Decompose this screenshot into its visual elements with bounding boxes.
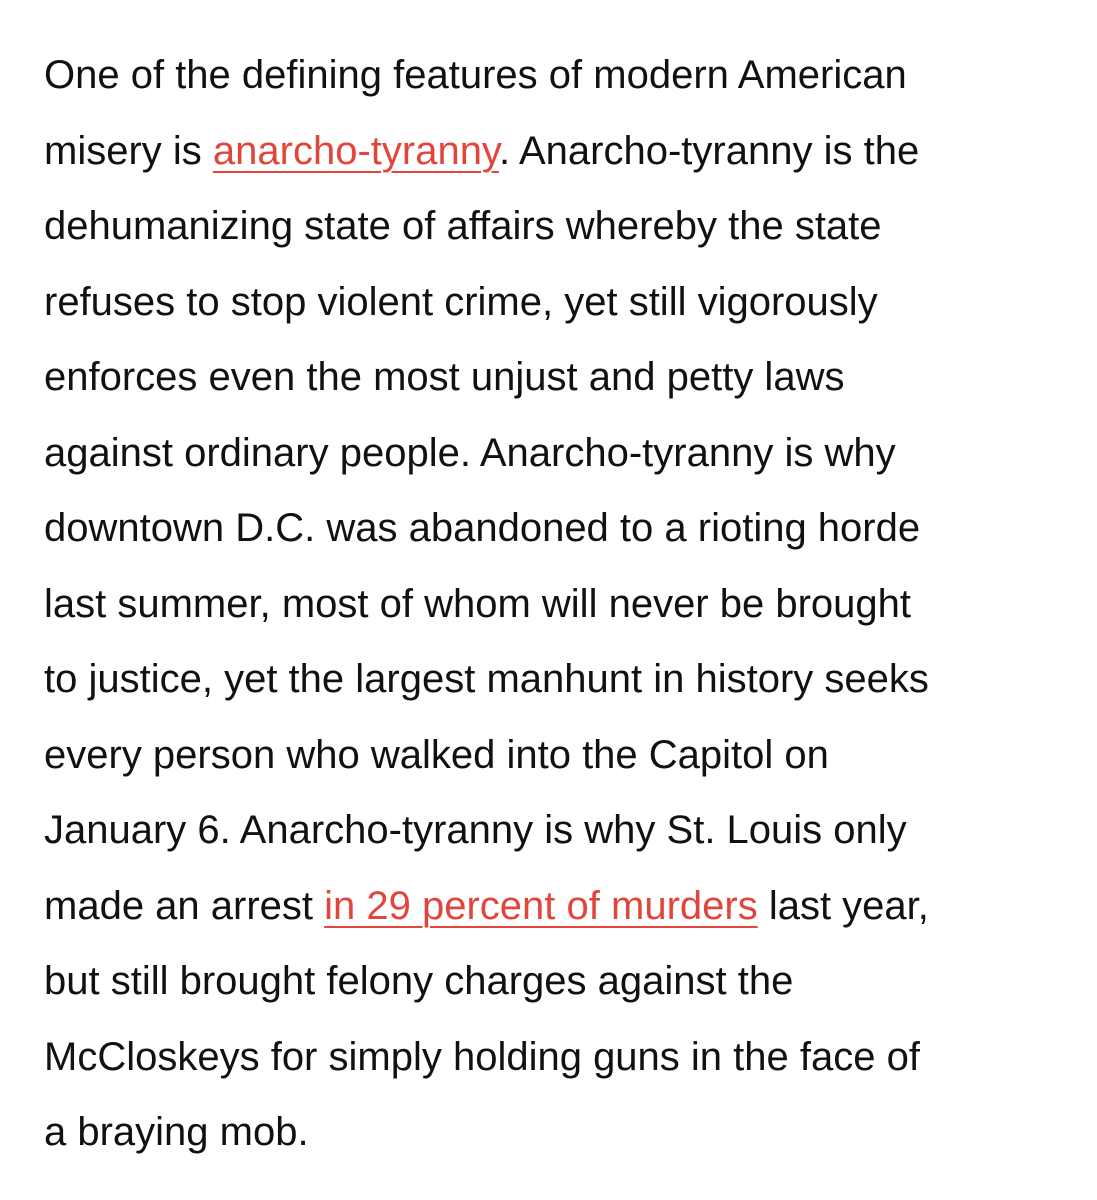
text-run: One of the defining features of modern American [44, 53, 907, 97]
paragraph-line [44, 114, 1074, 190]
paragraph-line [44, 38, 1074, 114]
inline-link[interactable]: in 29 percent of murders [324, 883, 758, 928]
paragraph-line [44, 189, 1074, 265]
paragraph-line [44, 265, 1074, 341]
paragraph-line [44, 1020, 1074, 1096]
text-run: but still brought felony charges against the [44, 959, 794, 1003]
paragraph-line [44, 944, 1074, 1020]
text-run: to justice, yet the largest manhunt in history seeks [44, 657, 929, 701]
paragraph-line [44, 491, 1074, 567]
paragraph-line [44, 567, 1074, 643]
paragraph-line [44, 718, 1074, 794]
text-run: against ordinary people. Anarcho-tyranny is why [44, 430, 896, 475]
text-run: McCloskeys for simply holding guns in the face of [44, 1034, 920, 1079]
paragraph-line [44, 340, 1074, 416]
paragraph-line [44, 869, 1074, 945]
paragraph-line [44, 416, 1074, 492]
text-run: a braying mob. [44, 1110, 309, 1154]
paragraph-line [44, 793, 1074, 869]
text-run: last year, [757, 883, 929, 928]
text-run: dehumanizing state of affairs whereby the state [44, 204, 882, 248]
text-run: every person who walked into the Capitol on [44, 732, 829, 777]
article-paragraph [44, 38, 1074, 1171]
paragraph-line [44, 1095, 1074, 1171]
text-run: . Anarcho-tyranny is the [498, 128, 920, 173]
text-run: downtown D.C. was abandoned to a rioting horde [44, 506, 921, 550]
text-run: last summer, most of whom will never be brought [44, 581, 912, 626]
text-run: misery is [44, 128, 213, 173]
text-run: enforces even the most unjust and petty laws [44, 355, 845, 399]
text-run: January 6. Anarcho-tyranny is why St. Louis only [44, 808, 907, 852]
inline-link[interactable]: anarcho-tyranny [212, 128, 499, 173]
paragraph-line [44, 642, 1074, 718]
text-run: refuses to stop violent crime, yet still vigorously [44, 279, 878, 324]
text-run: made an arrest [44, 883, 325, 928]
